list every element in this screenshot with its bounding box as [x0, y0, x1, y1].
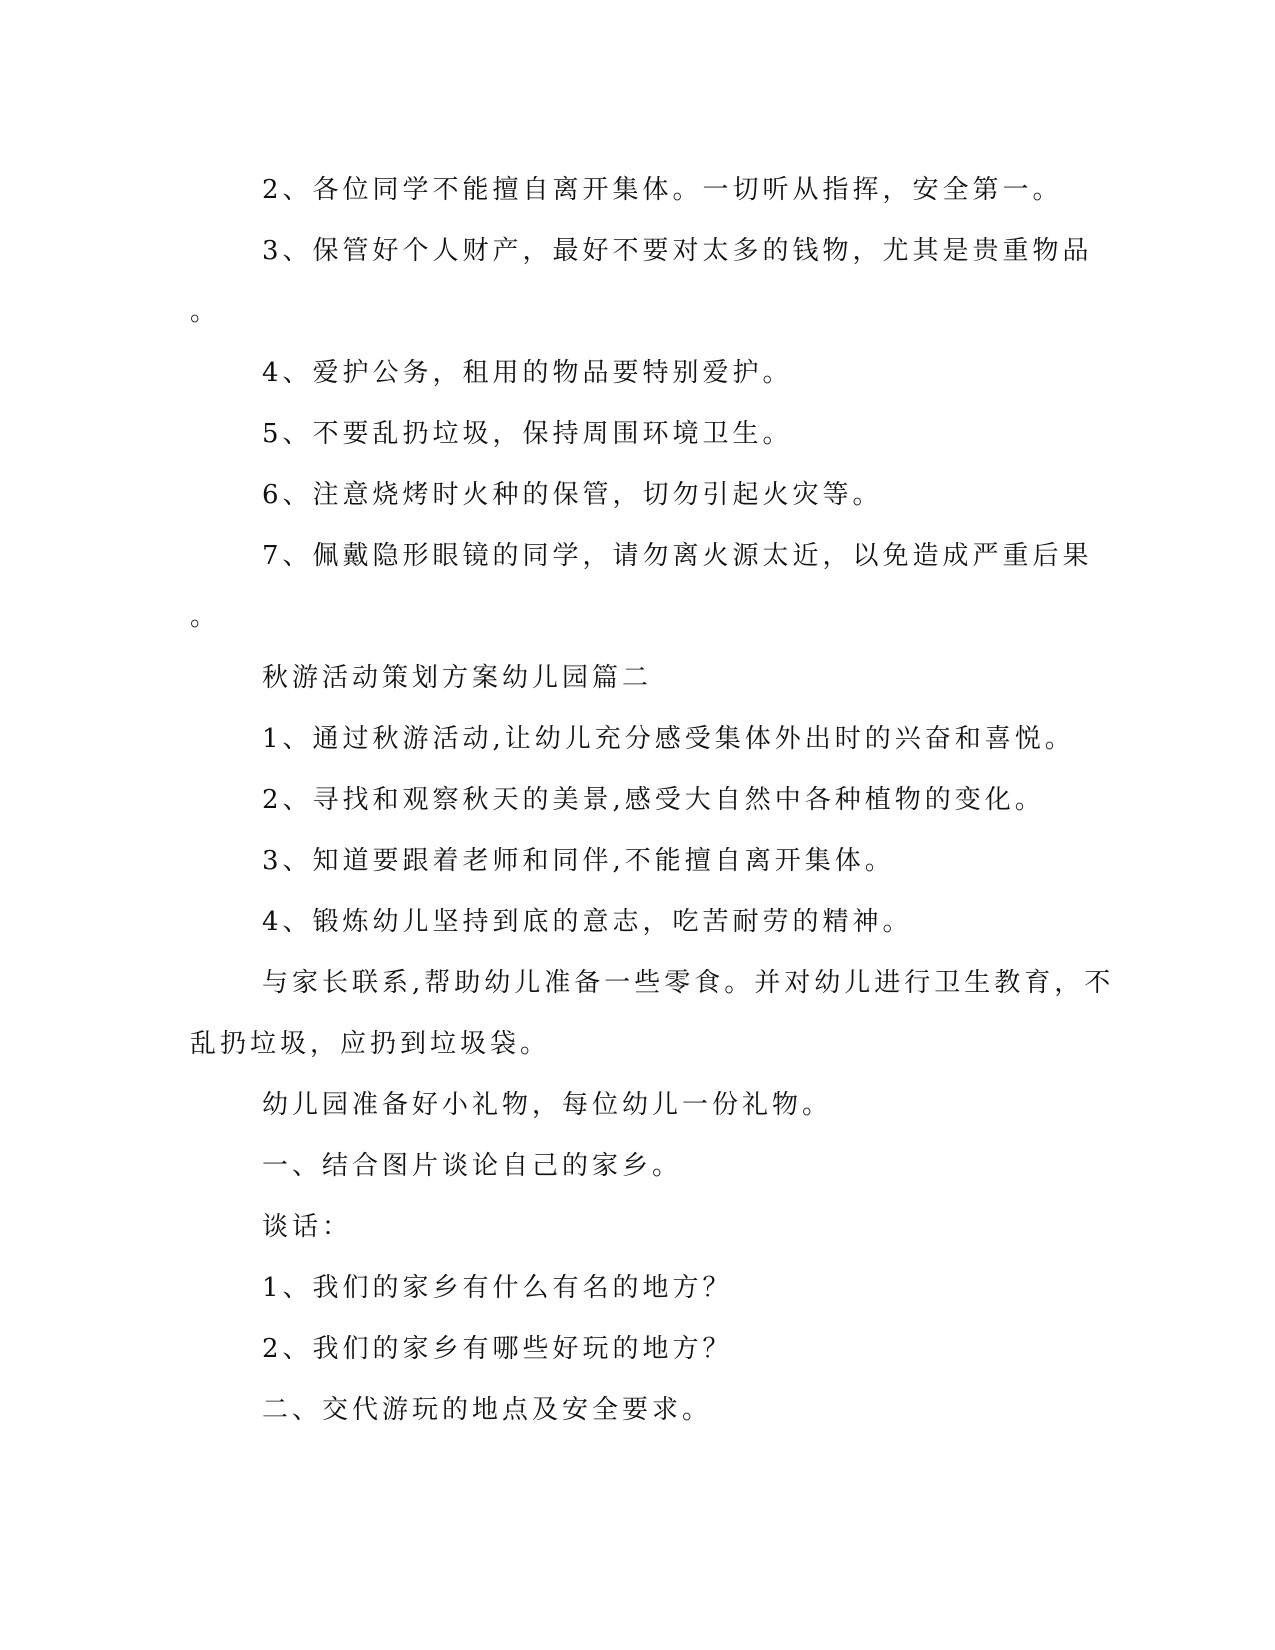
text-line: 乱扔垃圾，应扔到垃圾袋。 — [190, 1029, 551, 1059]
text-line: 。 — [190, 602, 221, 632]
text-line: 谈话： — [262, 1212, 353, 1242]
text-line: 一、结合图片谈论自己的家乡。 — [262, 1151, 683, 1181]
text-line: 4、锻炼幼儿坚持到底的意志，吃苦耐劳的精神。 — [262, 907, 913, 937]
text-line: 1、我们的家乡有什么有名的地方？ — [262, 1273, 733, 1303]
text-line: 1、通过秋游活动,让幼儿充分感受集体外出时的兴奋和喜悦。 — [262, 724, 1075, 754]
document-body — [190, 160, 1115, 1441]
text-line: 6、注意烧烤时火种的保管，切勿引起火灾等。 — [262, 480, 883, 510]
text-line: 5、不要乱扔垃圾，保持周围环境卫生。 — [262, 419, 793, 449]
text-line: 2、各位同学不能擅自离开集体。一切听从指挥，安全第一。 — [262, 175, 1063, 205]
text-line: 4、爱护公务，租用的物品要特别爱护。 — [262, 358, 793, 388]
text-line: 。 — [190, 297, 221, 327]
text-line: 与家长联系,帮助幼儿准备一些零食。并对幼儿进行卫生教育，不 — [262, 968, 1115, 998]
text-line: 二、交代游玩的地点及安全要求。 — [262, 1395, 713, 1425]
text-line: 3、知道要跟着老师和同伴,不能擅自离开集体。 — [262, 846, 895, 876]
text-line: 7、佩戴隐形眼镜的同学，请勿离火源太近，以免造成严重后果 — [262, 541, 1093, 571]
text-line: 幼儿园准备好小礼物，每位幼儿一份礼物。 — [262, 1090, 833, 1120]
text-line: 2、我们的家乡有哪些好玩的地方？ — [262, 1334, 733, 1364]
section-heading: 秋游活动策划方案幼儿园篇二 — [262, 663, 653, 693]
text-line: 3、保管好个人财产，最好不要对太多的钱物，尤其是贵重物品 — [262, 236, 1093, 266]
text-line: 2、寻找和观察秋天的美景,感受大自然中各种植物的变化。 — [262, 785, 1045, 815]
